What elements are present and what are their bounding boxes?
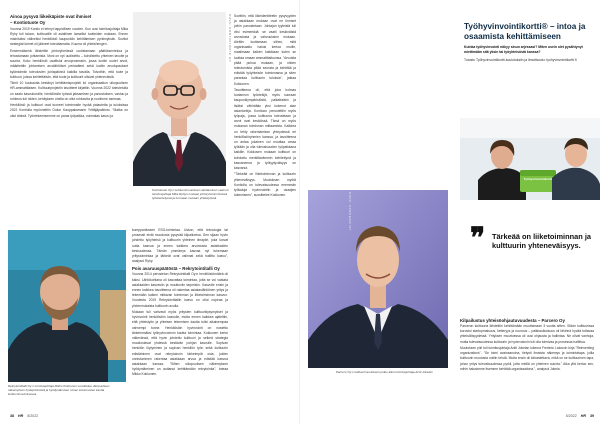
paragraph: "Tärkeää on liiketoiminnan ja kulttuurin yhteneväisyys. Muutoksen myötä Kontiolla on tulevaisuudessa enemmän työkaluja hyvinvointiin ja osaajien tukemiseen", suosittelee Kokkonen.: [234, 172, 296, 198]
paragraph: Vuonna 2014 perustetun Rekrytointitalli Oy:n henkilöstömäärä oli kaksi. Lähtökohtana oli kasvattaa toimintaa, jotta se voi vastata asiakkaiden kasvaviin ja muuttuviin tarpeisiin. Kasvulle ensin ja ennen kaikkea tavoitteena oli rakentaa asiakaslähtöinen yritys ja tekemään kaiken mittavan toiminnan ja liiketoiminnan kasvun. Vuodesta 2019 Rekrytointitallin kasvu on ollut nopeaa ja yhdenmukaista kulttuurin avulla.: [132, 272, 228, 308]
photo-caption-parcero: Parcero Oy:n kulttuurimuutoksen polku alkoi toimitusjohtaja Antti Jokelan: [336, 370, 433, 374]
page-number: 39: [590, 414, 594, 418]
ad-title: Työhyvinvointikortti® – intoa ja osaamista kehittämiseen: [464, 22, 586, 41]
ad-lead-text: Kuinka työhyvinvointi näkyy sinun arjessasi? Miten usein olet pysähtynyt miettimään sitä yksin tai työyhteisöstä kanssa?: [464, 45, 583, 54]
photo-caption-rekrytointitalli: Rekrytointitalli Oy:n toimitusjohtaja Mikko Kokkonen suosittelee ulkopuolisen näkemyksen hyödyntämistä ja hyödyntämisen omien kokemusten kautta kulttuurimuutoksessa.: [8, 384, 110, 397]
man-in-teal-office-image: [8, 230, 126, 382]
paragraph: Muutoksen piiri tuli toimitusjohtaja Antti Jokelan lukema Frederic Lalouxin kirja "Reinventing organizations". "Se toimi avainsanoina, tietysti ilmaista näkemys ja toimintatapa, joilla kulttuurin muutosta voitiin tehdä. Mutta ensin oli kirkastettava, mikä on se kulttuurinen tapa, johon yritys tulevaisuudessa pyrkii, jotta meillä on yhteinen suunta." Aika yllä kertoo sen, mihin halusimme itsemme kehittää organisaationa.", analysoi Jokela.: [460, 345, 594, 371]
paragraph: Tavoitteena oli, että joka kolmas tuotannon työntekijä, myös suoraan kaupunkiympäristöstä, palkattaisiin ja lisäksi vähintään yksi kokenut alan asiantuntija. Kontioon perustettiin myös työpaja, jossa kulttuuria toteutetaan ja arvot ovat keskiössä. Tämä on myös mukanan toiminnan mittaamista. Kaikkea on tehty rakentamisen yhteydessä eri henkilöstöryhmien kanssa, ja tavoitteena on antaa jokainen voi muuttaa omaa työtään ja olla tulevaisuuden työpaikkana kaikille. Kokkosen mukaan kulttuuri on kohdattu merkittävämmin kehitettynä ja kasvaneena ja työtyytyväisyys on kasvanut.: [234, 88, 296, 171]
people-with-card-image: [460, 118, 600, 200]
paragraph: Tiimit 10 kuukautta kestänyt kehittämisprojekti loi organisaation ulkopuolisen HR-ammattilaisen. Kulttuuriprojektin tavoitteet kirjattiin. Vuonna 2022 toteutetulla on saatu kasvuluvuille, henkilöstön työssä jaksamisen ja panostuksen, vastuu ja rohkeus tuli niiden, kehityksen ohella on ollut rohkeutta ja roolimme asemaa.: [10, 81, 128, 101]
ad-body: Tutustu Työhyvinvointikortti-koulutuksiin ja ilmoittaudu: tyohyvinvointikortti.fi: [464, 57, 577, 62]
pull-quote: Tärkeää on liiketoiminnan ja kulttuurin yhteneväisyys.: [492, 232, 591, 250]
article-headline-parcero: Kilpailustus yhteisöohjautuvuudesta – Parcero Oy: [460, 318, 565, 323]
ad-lead: [464, 45, 592, 55]
paragraph: kumppanikseen ESG-toimintaa. Uskon, että teknologia tai prosessit eivät muodosta pysyvää kilpailuetua. Sen sijaan hyvin johdettu työyhteisö ja kulttuurin yhteinen ilmapiiri, joka luovat uutta kasvua ja ennen kaikkea arvostusta asiakkaiden keskuudessa. Tämän ymmärrys kasvaa nyt tukemaan yritystoimintaa ja tärkeät ovat valinnat sekä hallittu kasvu", analysoi Ryhy.: [132, 228, 228, 264]
man-with-glasses-image: [133, 12, 226, 186]
article-column-2: [234, 14, 296, 198]
magazine-name: HR: [18, 414, 24, 418]
man-in-suit-purple-background-image: [308, 190, 448, 368]
photo-caption-kontiotuote: Kontiotuote Oy:n kulttuurimuutoksen aloittaminen vaati oli toimitusjohtaja Mika Ryhyn mukaan johtoryhmän tiiviissä työskentelyssä ja tuomaan mukaan yhteistyössä.: [152, 188, 229, 201]
paragraph: Parceron kulttuuria lähdettiin kehittämään muuttamaan 3 vuotta sitten. Silloin kulttuurissa korostui startupmaisuus, ketteryys ja nuoruus – palkkaulkoisuus oli lähinnä hyvää tuttavaa yhteisöllisyydessä. Yrityksen muuttuessa oli uusi ohjausta ja hallintaa. Ne olivat vanhoja, mutta tulevaisuudessa kulttuurin ja hyvinvoinnin tuli olla toimivaa ja prosessia hallittua.: [460, 323, 594, 344]
photo-credit-label: KUVA: KONTIOTUOTE OY: [228, 14, 232, 63]
portrait-photo-kontiotuote: [133, 12, 226, 186]
article-column-middle: [132, 228, 228, 404]
magazine-name: HR: [580, 414, 586, 418]
paragraph: Mukaan tuli vahvasti myös yritysten kulttuurikysymykset ja hyvinvointi henkilöstön kasvulle, mutta ennen kaikkea ajateltiin, että yhteistyön ja yhteisen tekemisen kautta tulisi aikaisempaa vahvempi tunne. Henkilöstön hyvinvointi on nostettu tärkeimmäksi työhyvinvoinnin kautta toimintaa. Kokkonen kertoi näkevänsä, että hyvin johdettu kulttuuri ja selkeä strategia muodostavat yhdessä kestävän pohjan kasvulle. Sopivan henkilön löytyminen ja sopivan henkilön työn sekä kulttuurin edistäminen ovat rekrytoinnin tärkeimpiä osia, joiden onnistuminen rakentaa asiakkaan arvoa ja edistää kasvua asiakkaan kanssa. "Sitten ulkopuolisen näkemyksen hyödyntäminen on auttanut kehittämään rekrytointia", toteaa Mikko Kokkonen.: [132, 309, 228, 377]
paragraph: Ensimmäisenä lähdettiin johtoryhmässä uudistamaan päätöksentekoa ja tehostamaan johtamista. Moni on nyt uudistettu – kohdistettu yhteinen tavoite ja suunta. Koko henkilöstö osallistui arvoprosessiin, jossa luotiin uudet arvot, määritettiin johtamisen arvolähtöiset periaatteet sekä luotiin arvolupaukset kyläntoimiin toteutuvien juhlapäivinä kaikilla tasoilla. Toivottiin, että tuote ja kulttuuri, joissa kehitettäisiin, että tuote ja kulttuurit olisivat yhteneväisiä.: [10, 48, 128, 79]
advert-photo: [460, 118, 600, 200]
paragraph: Henkilöstö ja kulttuuri ovat tuoneet toiminnalle hyvää palautetta ja tuloksissa 2022 Kontiolla myönnettiin Oulun Kauppakamarin Yrittäjäpalkinto. "Matka on ollut tärkeä. Työntekemisemme on paras työpaikka, voimakas kasvu ja: [10, 103, 128, 118]
photo-credit-label: KUVA: PARCERO OY: [348, 192, 352, 231]
page-number: 38: [10, 414, 14, 418]
article-headline-kontiotuote: Ainoa pysyvä liikeikäpiste ovat ihmiset: [10, 14, 92, 19]
advert-tyohyvinvointikortti: [464, 22, 592, 63]
card-label: Työhyvinvointikortti: [523, 177, 553, 181]
card-icon: [520, 170, 556, 192]
paragraph: Sovittiin, että liikeidentiteetin pysyvyyden ja asiakkaan mukaan ovat ne ihmiset joihin panostetaan. Johtajan tyyleistä tuli viisi esimerkkiä: se vaatii keskinäistä arvostusta ja vahvuuksien mukaan. Alettiin luottamaan siihen, mitä organisaatio halusi kertoa muille, maailmaan kaiken kaikkiaan kuten se luottaa omaan ammattitaitoonsa. "Arvoista pitää puhua mukaan, ja niiden toteutumista pitää seurata ja kehittää ja edistää työyhteisön toiminnassa ja siten parantaa kulttuurin tuloksia", jatkaa Kokkonen.: [234, 14, 296, 86]
article-subhead-kontiotuote: – Kontiotuote Oy: [10, 19, 46, 25]
paragraph: Vuonna 2019 Kontio ei tehnyt tappiollisen vuoden. Kun uusi toimitusjohtaja Mika Ryhy tuli taloon, kulttuurille oli asiallinen lamaillut tuotteiden mukaan. Ennen mainituiksi välineiksi henkilöstö kaupunkiin kehittämisen pyrkimyksiin. Sovitut strategiat toimet oli jääneet toteuttamatta. Kuuma oli yhteishengen.: [10, 26, 128, 47]
portrait-photo-rekrytointitalli: [8, 230, 126, 382]
article-column-1: [10, 14, 128, 214]
issue-number: 5/2022: [565, 414, 577, 418]
issue-number: 5/2022: [27, 414, 39, 418]
article-headline-rekrytointitalli: Pois avaruuspäätöstä – Rekrytointitalli Oy: [132, 266, 220, 272]
right-page: [300, 0, 600, 424]
quote-mark-icon: ❞: [470, 221, 486, 254]
page-footer-left: [10, 414, 38, 418]
page-footer-right: [566, 414, 594, 418]
portrait-photo-parcero: [308, 190, 448, 368]
article-column-right: [460, 318, 594, 410]
